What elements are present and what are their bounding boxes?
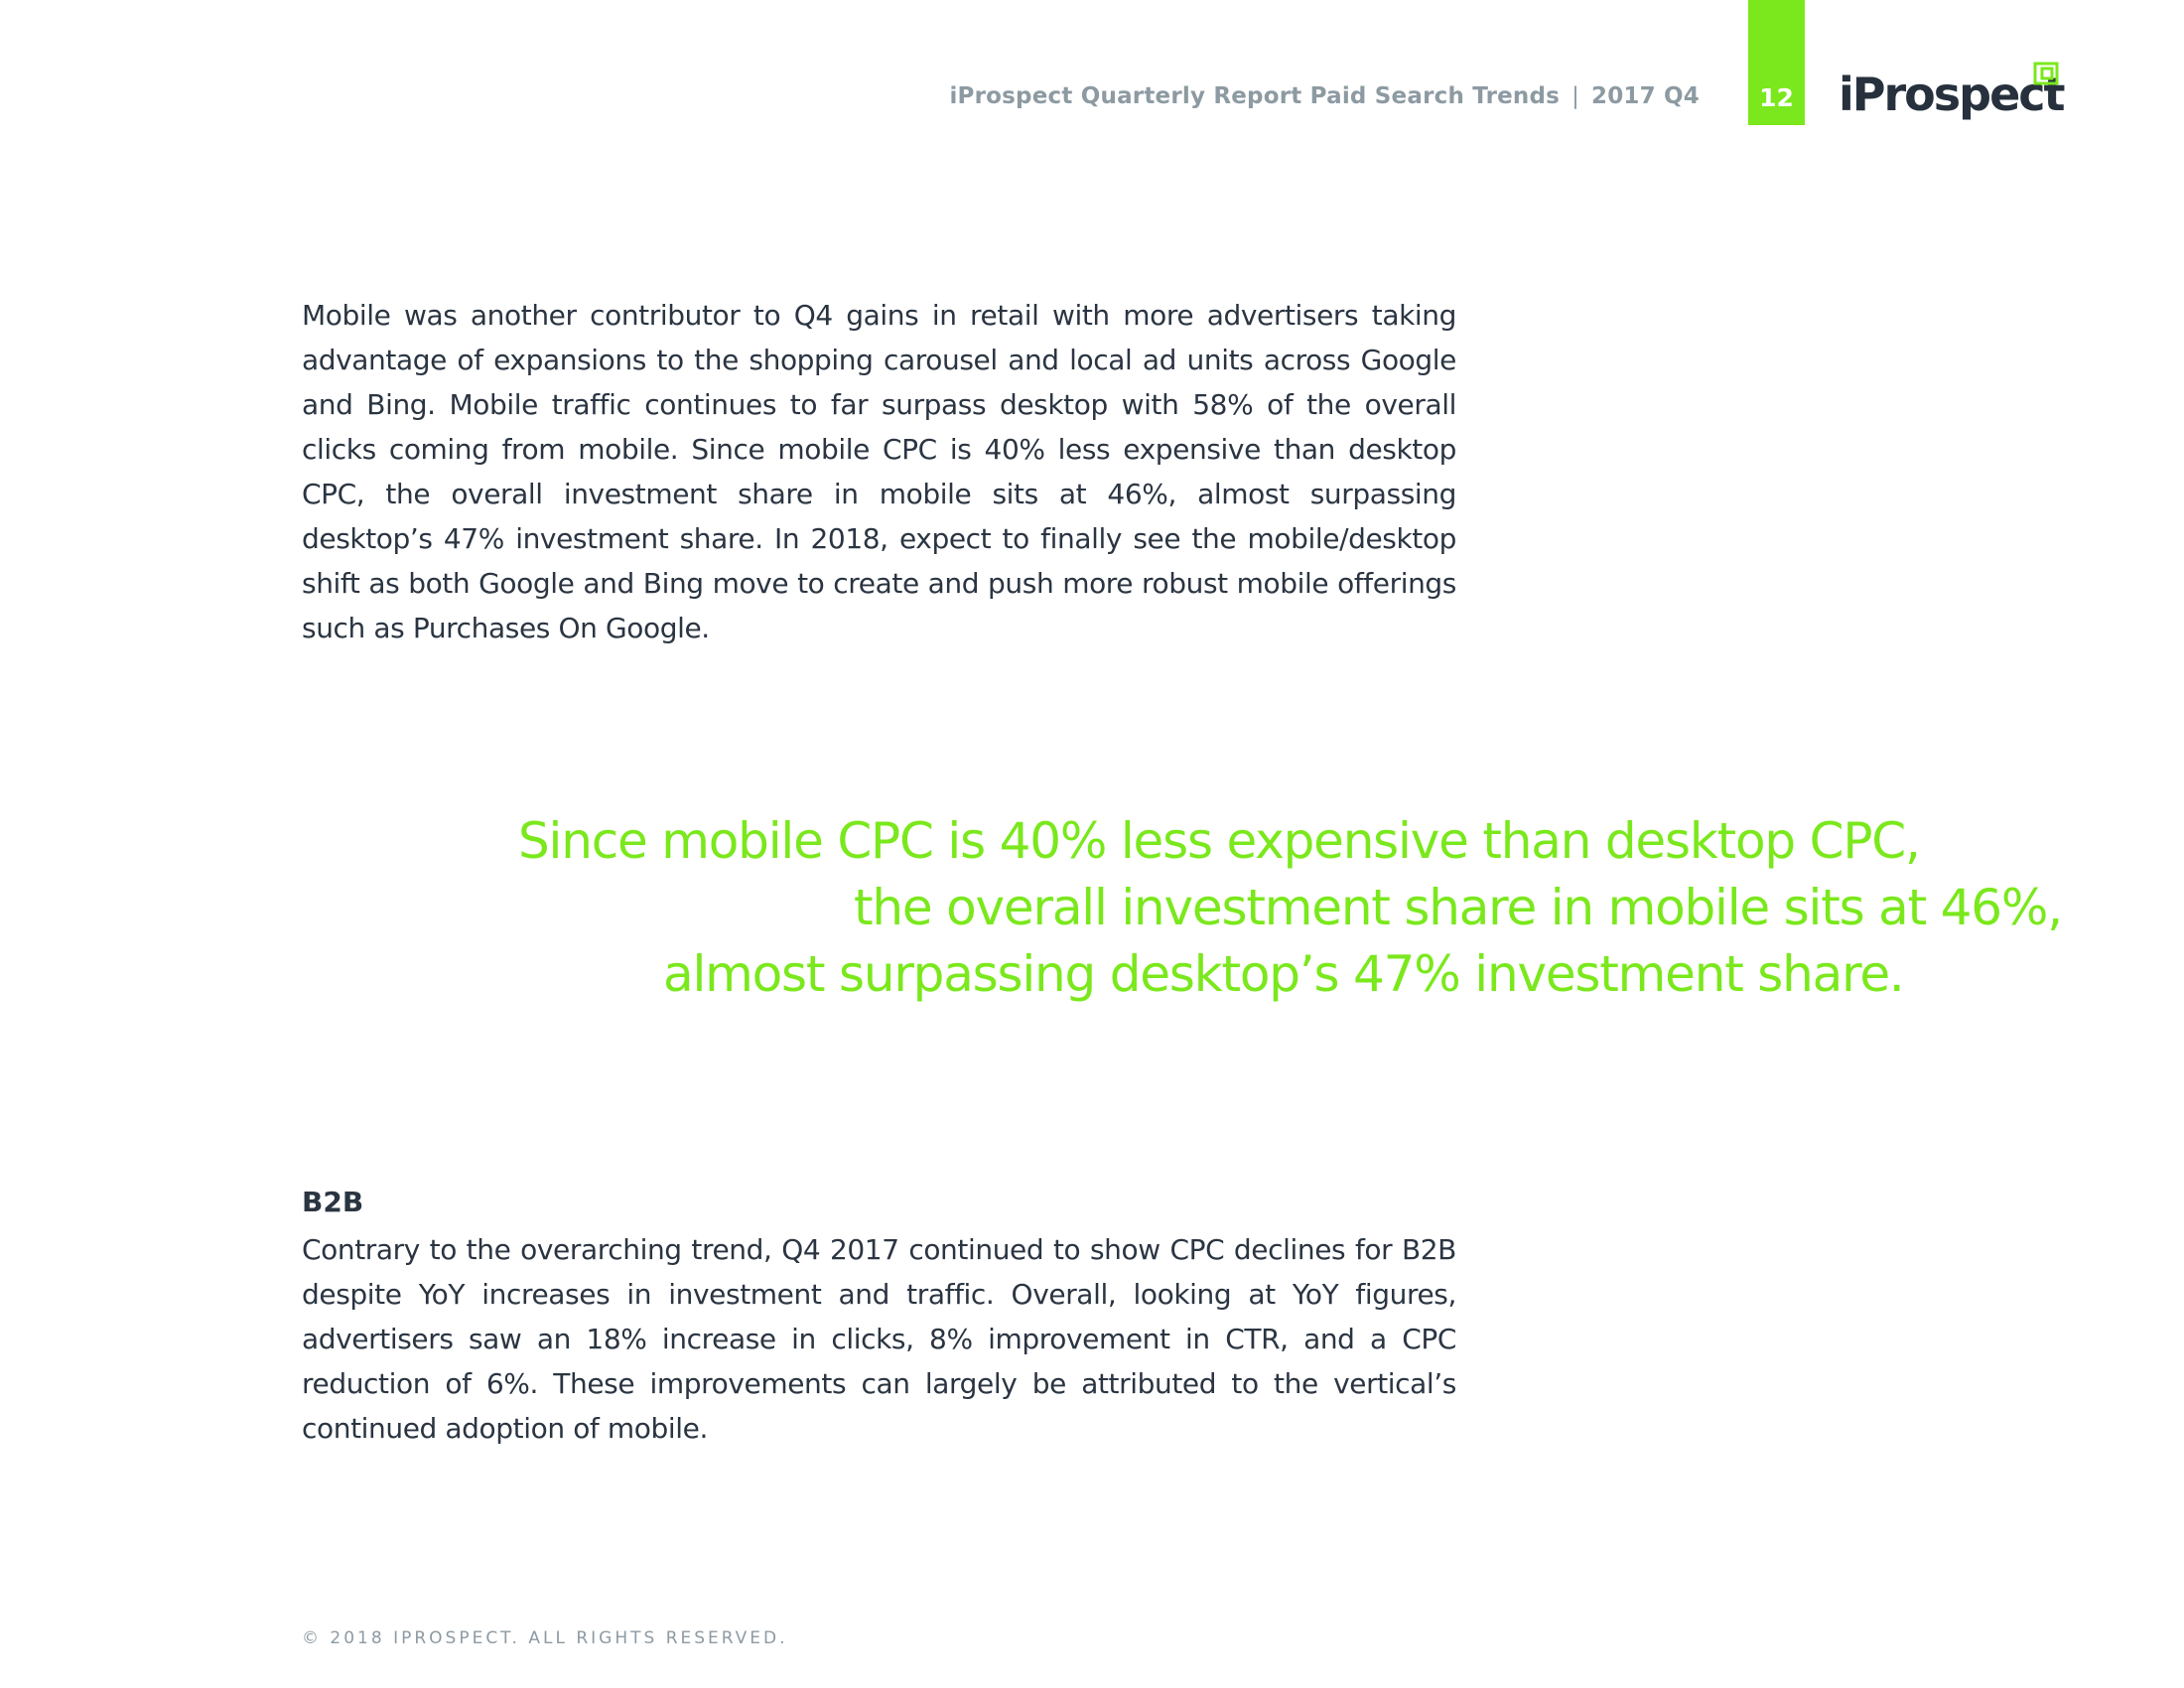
pull-quote	[477, 808, 2085, 1008]
b2b-paragraph: Contrary to the overarching trend, Q4 2017 continued to show CPC declines for B2B despite YoY increases in investment and traffic. Overall, looking at YoY figures, advertisers saw an 18% increase in clicks, 8% improvement in CTR, and a CPC reduction of 6%. These improvements can largely be attributed to the vertical’s continued adoption of mobile.	[302, 1233, 1456, 1445]
section-heading-b2b: B2B	[302, 1186, 364, 1218]
pull-quote-line-2: the overall investment share in mobile sits at 46%,	[854, 879, 2062, 936]
report-title: iProspect Quarterly Report Paid Search Trends	[949, 83, 1561, 109]
pull-quote-line-1: Since mobile CPC is 40% less expensive than desktop CPC,	[518, 812, 1920, 870]
report-period: 2017 Q4	[1591, 83, 1700, 109]
copyright-footer: © 2018 IPROSPECT. ALL RIGHTS RESERVED.	[302, 1628, 788, 1648]
page-number: 12	[1759, 83, 1794, 112]
logo-wordmark: iProspect	[1839, 68, 2064, 121]
header-separator: |	[1571, 83, 1580, 109]
report-header	[949, 83, 1700, 109]
mobile-paragraph: Mobile was another contributor to Q4 gains in retail with more advertisers taking advantage of expansions to the shopping carousel and local ad units across Google and Bing. Mobile traffic continues to far surpass desktop with 58% of the overall clicks coming from mobile. Since mobile CPC is 40% less expensive than desktop CPC, the overall investment share in mobile sits at 46%, almost surpassing desktop’s 47% investment share. In 2018, expect to finally see the mobile/desktop shift as both Google and Bing move to create and push more robust mobile offerings such as Purchases On Google.	[302, 299, 1456, 644]
iprospect-logo	[1839, 62, 2063, 129]
logo-mark-icon	[2033, 62, 2059, 85]
pull-quote-line-3: almost surpassing desktop’s 47% investment share.	[663, 945, 1904, 1003]
page-number-tab	[1748, 0, 1805, 125]
